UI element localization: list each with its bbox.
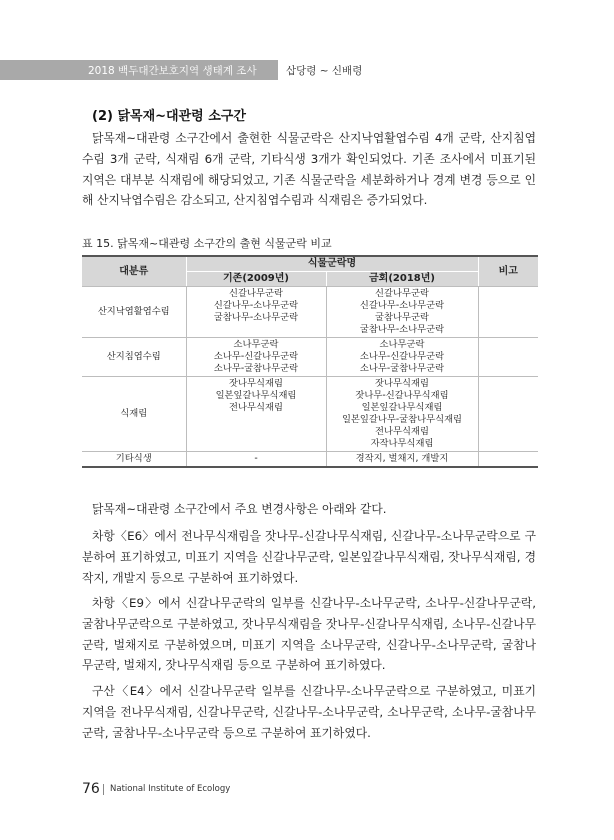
row-old-communities — [186, 377, 326, 452]
row-category: 산지침엽수림 — [82, 338, 186, 377]
footer-divider — [103, 784, 104, 795]
row-new-communities — [326, 287, 478, 338]
row-note — [478, 377, 538, 452]
section-title: (2) 닭목재~대관령 소구간 — [92, 109, 246, 124]
community-name: 전나무식재림 — [375, 426, 429, 437]
header-title: 2018 백두대간보호지역 생태계 조사 — [88, 65, 257, 77]
row-old-communities — [186, 452, 326, 468]
paragraph-e4: 구산〈E4〉에서 신갈나무군락 일부를 신갈나무-소나무군락으로 구분하였고, 미표기 지역을 전나무식재림, 신갈나무군락, 신갈나무-소나무군락, 소나무군락, 소나무-굴참나무군락, 굴참나무-소나무군락 등으로 구분하여 표기하였다. — [82, 684, 536, 740]
community-name: 자작나무식재림 — [370, 438, 434, 449]
community-name: 일본잎갈나무-굴참나무식재림 — [341, 414, 463, 425]
paragraph-e9: 차항〈E9〉에서 신갈나무군락의 일부를 신갈나무-소나무군락, 소나무-신갈나무군락, 굴참나무군락으로 구분하였고, 잣나무식재림을 잣나무-신갈나무식재림, 소나무-신갈나무군락, 벌채지로 구분하였으며, 미표기 지역을 소나무군락, 신갈나무-소나무군락, 굴참나무군락, 벌채지, 잣나무식재림 등으로 구분하여 표기하였다. — [82, 596, 536, 673]
plant-community-table — [82, 255, 538, 468]
community-name: 일본잎갈나무식재림 — [361, 402, 443, 413]
row-new-communities — [326, 377, 478, 452]
table-row — [82, 338, 538, 377]
community-name: 잣나무-신갈나무식재림 — [355, 390, 449, 401]
header-note: 비고 — [478, 256, 538, 287]
community-name: 굴참나무-소나무군락 — [359, 324, 445, 335]
community-name: 소나무군락 — [233, 339, 279, 350]
intro-paragraph: 닭목재~대관령 소구간에서 출현한 식물군락은 산지낙엽활엽수림 4개 군락, 산지침엽수림 3개 군락, 식재림 6개 군락, 기타식생 3개가 확인되었다. 기존 조사에서 미표기된 지역은 대부분 식재림에 해당되었고, 기존 식물군락을 세분화하거나 경계 변경 등으로 인해 산지낙엽수림은 감소되고, 산지침엽수림과 식재림은 증가되었다. — [82, 131, 536, 208]
page-number: 76 — [82, 781, 100, 797]
community-name: 신갈나무군락 — [229, 288, 283, 299]
row-new-communities — [326, 452, 478, 468]
community-name: 소나무군락 — [379, 339, 425, 350]
community-name: 신갈나무-소나무군락 — [213, 300, 299, 311]
community-name: 소나무-신갈나무군락 — [213, 351, 299, 362]
row-category: 식재림 — [82, 377, 186, 452]
community-name: - — [254, 453, 258, 464]
paragraph-summary: 닭목재~대관령 소구간에서 주요 변경사항은 아래와 같다. — [92, 502, 387, 516]
footer-institute: National Institute of Ecology — [110, 784, 231, 794]
community-name: 잣나무식재림 — [375, 378, 429, 389]
community-name: 소나무-신갈나무군락 — [359, 351, 445, 362]
header-category: 대분류 — [82, 256, 186, 287]
row-old-communities — [186, 287, 326, 338]
header-group: 식물군락명 — [186, 256, 478, 272]
row-category: 기타식생 — [82, 452, 186, 468]
community-name: 신갈나무군락 — [375, 288, 429, 299]
community-name: 잣나무식재림 — [229, 378, 283, 389]
community-name: 경작지, 벌채지, 개발지 — [355, 453, 449, 464]
row-note — [478, 287, 538, 338]
row-new-communities — [326, 338, 478, 377]
community-name: 일본잎갈나무식재림 — [215, 390, 297, 401]
table-caption: 표 15. 닭목재~대관령 소구간의 출현 식물군락 비교 — [82, 237, 332, 250]
table-row — [82, 287, 538, 338]
header-old: 기존(2009년) — [186, 272, 326, 287]
table-row — [82, 377, 538, 452]
community-name: 굴참나무군락 — [375, 312, 429, 323]
community-name: 굴참나무-소나무군락 — [213, 312, 299, 323]
table-row — [82, 452, 538, 468]
community-name: 소나무-굴참나무군락 — [213, 363, 299, 374]
row-category: 산지낙엽활엽수림 — [82, 287, 186, 338]
header-new: 금회(2018년) — [326, 272, 478, 287]
community-name: 전나무식재림 — [229, 402, 283, 413]
row-old-communities — [186, 338, 326, 377]
community-name: 소나무-굴참나무군락 — [359, 363, 445, 374]
row-note — [478, 338, 538, 377]
header-section-name: 삽당령 ~ 신배령 — [286, 65, 363, 77]
paragraph-e6: 차항〈E6〉에서 전나무식재림을 잣나무-신갈나무식재림, 신갈나무-소나무군락으로 구분하여 표기하였고, 미표기 지역을 신갈나무군락, 일본잎갈나무식재림, 잣나무식재림, 경작지, 개발지 등으로 구분하여 표기하였다. — [82, 529, 536, 585]
community-name: 신갈나무-소나무군락 — [359, 300, 445, 311]
row-note — [478, 452, 538, 468]
